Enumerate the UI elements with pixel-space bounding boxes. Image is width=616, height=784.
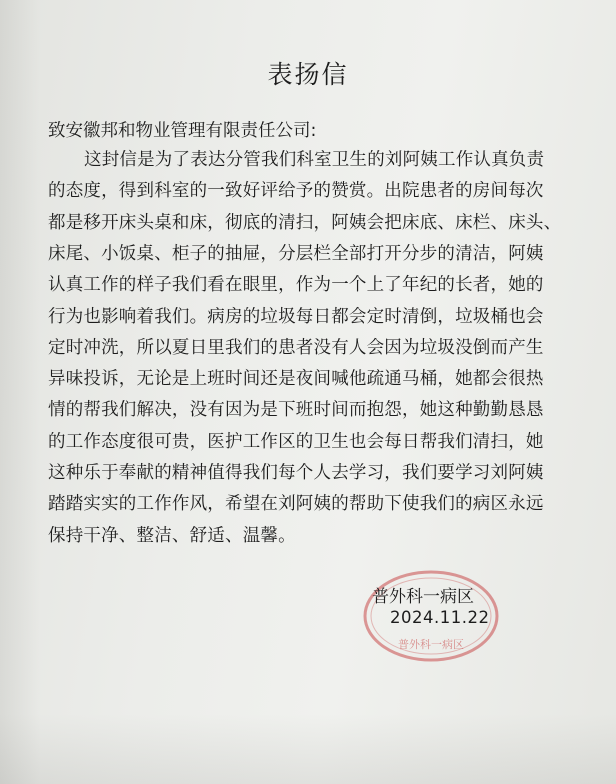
letter-body-line: 这封信是为了表达分管我们科室卫生的刘阿姨工作认真负责 xyxy=(84,150,545,170)
letter-body-line: 认真工作的样子我们看在眼里，作为一个上了年纪的长者，她的 xyxy=(48,275,544,296)
letter-body-line: 都是移开床头桌和床，彻底的清扫，阿姨会把床底、床栏、床头、 xyxy=(48,212,562,233)
letter-body-line: 保持干净、整洁、舒适、温馨。 xyxy=(48,525,296,546)
paper-shadow-left xyxy=(0,0,40,784)
letter-body-line: 的态度，得到科室的一致好评给予的赞赏。出院患者的房间每次 xyxy=(48,181,544,202)
letter-body-line: 床尾、小饭桌、柜子的抽屉，分层栏全部打开分步的清洁，阿姨 xyxy=(48,243,544,264)
letter-body-line: 踏踏实实的工作作风，希望在刘阿姨的帮助下使我们的病区永远 xyxy=(48,494,544,515)
letter-salutation: 致安徽邦和物业管理有限责任公司: xyxy=(48,121,317,141)
seal-text: 普外科一病区 xyxy=(398,638,464,651)
letter-body-line: 这种乐于奉献的精神值得我们每个人去学习，我们要学习刘阿姨 xyxy=(48,463,544,483)
paper-shadow-bottom xyxy=(0,714,616,784)
letter-body-line: 定时冲洗，所以夏日里我们的患者没有人会因为垃圾没倒而产生 xyxy=(48,337,544,358)
letter-body-line: 行为也影响着我们。病房的垃圾每日都会定时清倒，垃圾桶也会 xyxy=(48,306,544,327)
letter-title: 表扬信 xyxy=(267,60,349,89)
letter-body-line: 异味投诉，无论是上班时间还是夜间喊他疏通马桶，她都会很热 xyxy=(48,369,544,390)
letter-body-line: 的工作态度很可贵，医护工作区的卫生也会每日帮我们清扫，她 xyxy=(48,431,544,452)
signature-department: 普外科一病区 xyxy=(372,587,474,607)
letter-body-line: 情的帮我们解决，没有因为是下班时间而抱怨，她这种勤勤恳恳 xyxy=(48,400,544,421)
signature-date: 2024.11.22 xyxy=(390,608,490,627)
